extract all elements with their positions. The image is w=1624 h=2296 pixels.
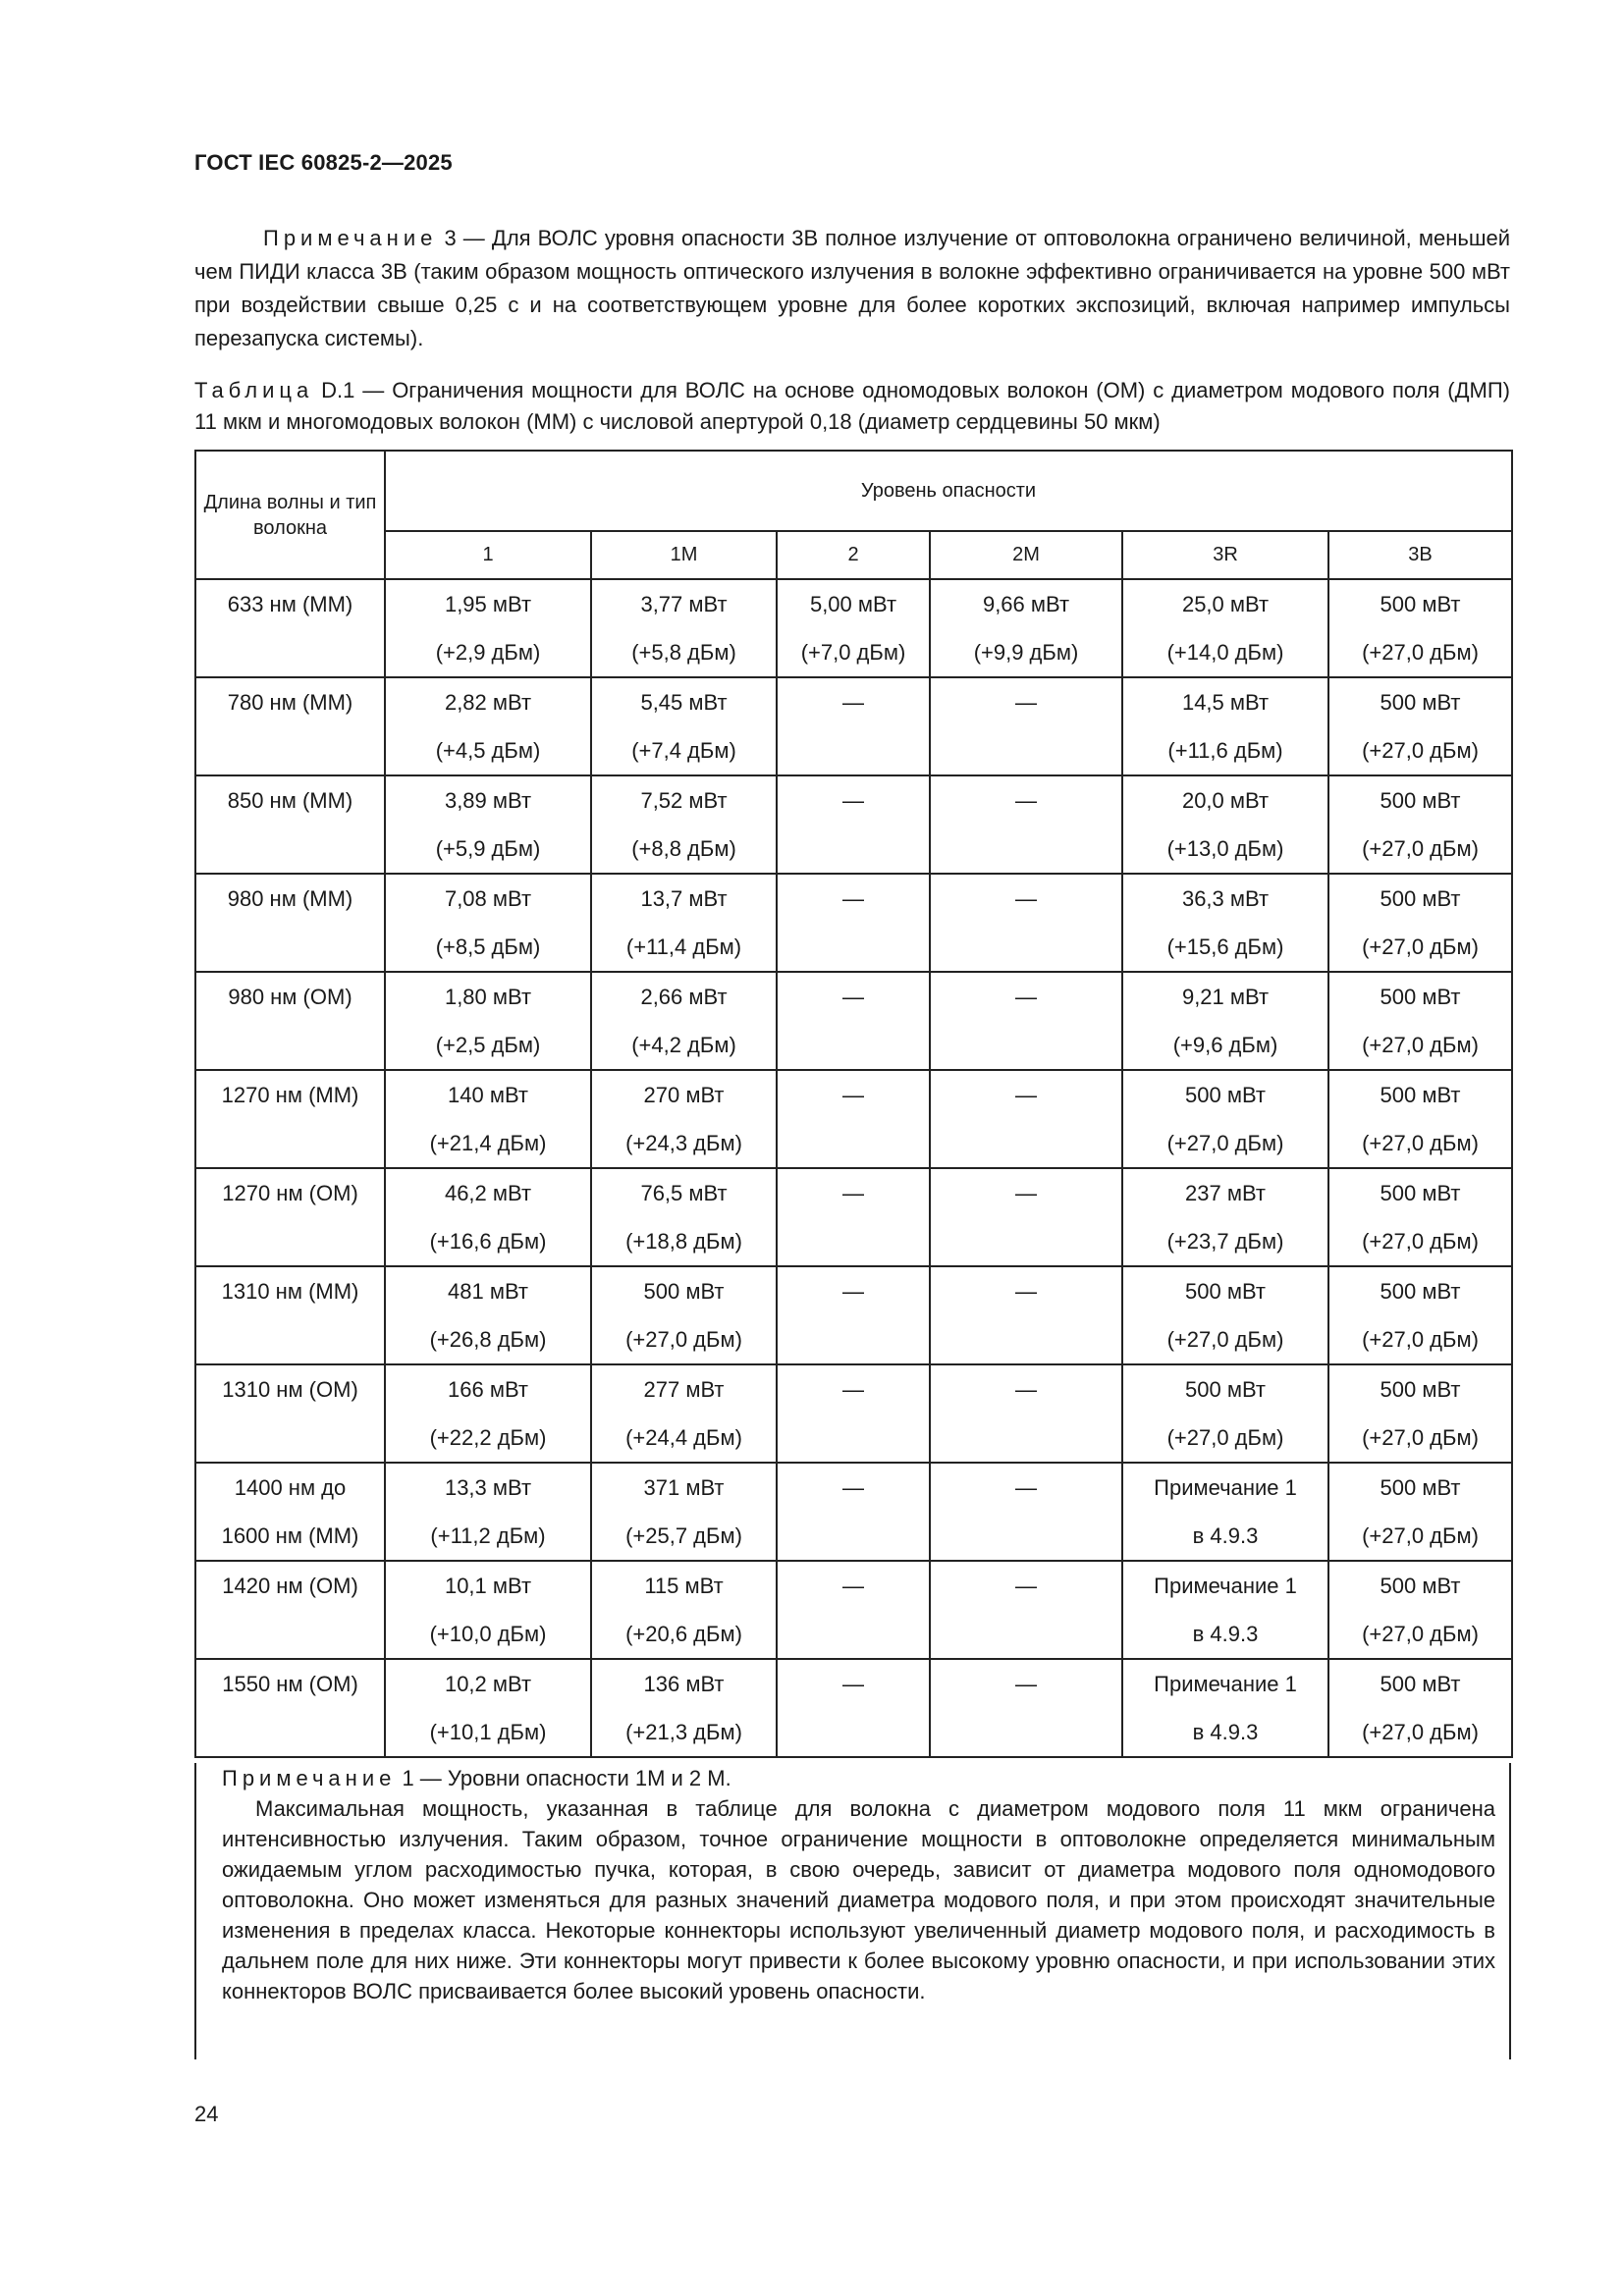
power-cell <box>1122 1659 1328 1757</box>
power-cell <box>591 1070 777 1168</box>
power-cell <box>385 1070 591 1168</box>
not-applicable-dash: — <box>842 1574 864 1598</box>
power-cell <box>1122 1561 1328 1659</box>
power-cell <box>1122 972 1328 1070</box>
power-mw: 20,0 мВт <box>1181 788 1270 813</box>
power-dbm: (+27,0 дБм) <box>1362 1622 1479 1646</box>
power-mw: 500 мВт <box>1185 1279 1266 1304</box>
table-row <box>195 874 1512 972</box>
power-mw: 14,5 мВт <box>1181 690 1270 715</box>
power-mw: 1,80 мВт <box>444 985 532 1009</box>
table-note-body: Максимальная мощность, указанная в таблице для волокна с диаметром модового поля 11 мкм ограничена интенсивностью излучения. Таким образом, точное ограничение мощности в оптоволокне определяется минимальным ожидаемым углом расходимостью пучка, которая, в свою очередь, зависит от диаметра модового поля одномодового оптоволокна. Оно может изменяться для разных значений диаметра модового поля, и при этом происходят значительные изменения в пределах класса. Некоторые коннекторы используют увеличенный диаметр модового поля, и расходимость в дальнем поле для них ниже. Эти коннекторы могут привести к более высокому уровню опасности, и при использовании этих коннекторов ВОЛС присваивается более высокий уровень опасности. <box>222 1796 1495 2003</box>
header-wavelength: Длина волны и тип волокна <box>195 451 385 579</box>
power-mw: Примечание 1 <box>1154 1672 1297 1696</box>
power-dbm: (+21,4 дБм) <box>429 1131 547 1155</box>
power-cell <box>777 1070 930 1168</box>
power-cell <box>591 1364 777 1463</box>
power-cell <box>1122 775 1328 874</box>
power-mw: 7,52 мВт <box>640 788 728 813</box>
power-cell <box>777 874 930 972</box>
power-dbm: (+11,2 дБм) <box>430 1523 546 1548</box>
power-cell <box>1328 972 1512 1070</box>
page-number: 24 <box>194 2102 219 2126</box>
power-cell <box>1328 1364 1512 1463</box>
not-applicable-dash: — <box>842 1279 864 1304</box>
power-mw: 13,7 мВт <box>640 886 728 911</box>
power-cell <box>1328 1070 1512 1168</box>
standard-header: ГОСТ IEC 60825-2—2025 <box>194 150 453 175</box>
header-hazard-level: Уровень опасности <box>385 451 1512 531</box>
wavelength-cell <box>195 1266 385 1364</box>
not-applicable-dash: — <box>1015 1475 1037 1500</box>
power-dbm: (+7,4 дБм) <box>631 738 736 763</box>
power-cell <box>385 1266 591 1364</box>
power-cell <box>591 972 777 1070</box>
power-cell <box>1122 579 1328 677</box>
power-cell <box>777 1168 930 1266</box>
not-applicable-dash: — <box>842 1181 864 1205</box>
power-cell <box>777 1561 930 1659</box>
power-cell <box>930 972 1122 1070</box>
power-dbm: (+26,8 дБм) <box>429 1327 547 1352</box>
power-cell <box>1122 1266 1328 1364</box>
not-applicable-dash: — <box>842 985 864 1009</box>
power-cell <box>1122 677 1328 775</box>
table-caption-label: Таблица <box>194 378 314 402</box>
power-dbm: (+22,2 дБм) <box>429 1425 547 1450</box>
power-mw: 46,2 мВт <box>444 1181 532 1205</box>
wavelength-text: 1600 нм (ММ) <box>221 1523 359 1548</box>
power-dbm: (+5,8 дБм) <box>631 640 736 665</box>
power-cell <box>1328 874 1512 972</box>
power-dbm: (+11,4 дБм) <box>625 934 742 959</box>
power-dbm: (+27,0 дБм) <box>1362 1720 1479 1744</box>
not-applicable-dash: — <box>1015 1181 1037 1205</box>
power-dbm: (+8,8 дБм) <box>631 836 736 861</box>
power-mw: 500 мВт <box>1380 1083 1461 1107</box>
power-cell <box>777 1463 930 1561</box>
power-cell <box>385 972 591 1070</box>
wavelength-cell <box>195 1561 385 1659</box>
power-mw: 13,3 мВт <box>444 1475 532 1500</box>
wavelength-text: 1270 нм (ММ) <box>221 1083 359 1107</box>
power-dbm: (+27,0 дБм) <box>1362 1327 1479 1352</box>
table-note-first: 1 — Уровни опасности 1М и 2 М. <box>396 1766 731 1790</box>
power-dbm: (+25,7 дБм) <box>625 1523 742 1548</box>
wavelength-text: 633 нм (ММ) <box>227 592 353 616</box>
power-cell <box>1328 579 1512 677</box>
power-dbm: (+10,1 дБм) <box>429 1720 547 1744</box>
power-dbm: (+5,9 дБм) <box>435 836 541 861</box>
not-applicable-dash: — <box>1015 886 1037 911</box>
power-cell <box>385 1364 591 1463</box>
wavelength-text: 1270 нм (ОМ) <box>222 1181 358 1205</box>
power-mw: 36,3 мВт <box>1181 886 1270 911</box>
power-cell <box>930 1561 1122 1659</box>
power-dbm: (+2,5 дБм) <box>435 1033 541 1057</box>
power-mw: 481 мВт <box>448 1279 528 1304</box>
not-applicable-dash: — <box>842 1672 864 1696</box>
power-cell <box>1328 1561 1512 1659</box>
power-dbm: в 4.9.3 <box>1192 1720 1259 1744</box>
power-dbm: (+27,0 дБм) <box>1166 1131 1284 1155</box>
wavelength-cell <box>195 1463 385 1561</box>
power-mw: 500 мВт <box>1380 1574 1461 1598</box>
power-dbm: (+2,9 дБм) <box>435 640 541 665</box>
table-row <box>195 1070 1512 1168</box>
table-row <box>195 1266 1512 1364</box>
power-cell <box>930 1266 1122 1364</box>
table-row <box>195 1463 1512 1561</box>
power-cell <box>930 1168 1122 1266</box>
power-cell <box>1122 1364 1328 1463</box>
power-mw: 500 мВт <box>1380 788 1461 813</box>
power-mw: 10,2 мВт <box>444 1672 532 1696</box>
power-cell <box>591 775 777 874</box>
power-dbm: (+27,0 дБм) <box>1362 1425 1479 1450</box>
power-mw: 9,21 мВт <box>1181 985 1270 1009</box>
table-row <box>195 1659 1512 1757</box>
hazard-level-header: 3R <box>1122 531 1328 579</box>
power-mw: 500 мВт <box>1380 592 1461 616</box>
table-note-label: Примечание <box>222 1766 397 1790</box>
wavelength-text: 980 нм (ММ) <box>227 886 353 911</box>
power-dbm: (+4,2 дБм) <box>631 1033 736 1057</box>
wavelength-text: 1420 нм (ОМ) <box>222 1574 358 1598</box>
table-body <box>195 579 1512 1757</box>
table-row <box>195 1168 1512 1266</box>
power-dbm: (+27,0 дБм) <box>1362 640 1479 665</box>
power-cell <box>1328 1659 1512 1757</box>
power-cell <box>385 1659 591 1757</box>
power-cell <box>777 972 930 1070</box>
power-mw: 500 мВт <box>1380 1181 1461 1205</box>
wavelength-text: 850 нм (ММ) <box>227 788 353 813</box>
power-dbm: (+27,0 дБм) <box>1362 1523 1479 1548</box>
not-applicable-dash: — <box>842 690 864 715</box>
power-mw: 136 мВт <box>643 1672 725 1696</box>
power-mw: 166 мВт <box>448 1377 528 1402</box>
power-dbm: (+27,0 дБм) <box>1362 836 1479 861</box>
not-applicable-dash: — <box>1015 1574 1037 1598</box>
power-cell <box>777 1659 930 1757</box>
power-cell <box>385 579 591 677</box>
not-applicable-dash: — <box>1015 690 1037 715</box>
wavelength-text: 1310 нм (ММ) <box>221 1279 359 1304</box>
power-cell <box>930 677 1122 775</box>
power-dbm: (+14,0 дБм) <box>1166 640 1284 665</box>
power-mw: 10,1 мВт <box>444 1574 532 1598</box>
power-mw: 2,66 мВт <box>640 985 728 1009</box>
power-cell <box>591 1168 777 1266</box>
note-3 <box>194 222 1510 355</box>
power-mw: 5,00 мВт <box>809 592 897 616</box>
power-dbm: (+24,4 дБм) <box>625 1425 742 1450</box>
power-mw: Примечание 1 <box>1154 1475 1297 1500</box>
power-dbm: (+11,6 дБм) <box>1167 738 1283 763</box>
power-mw: 2,82 мВт <box>444 690 532 715</box>
table-note <box>194 1763 1511 2059</box>
power-cell <box>930 874 1122 972</box>
power-mw: 500 мВт <box>1380 1279 1461 1304</box>
power-dbm: (+7,0 дБм) <box>800 640 906 665</box>
power-dbm: (+15,6 дБм) <box>1166 934 1284 959</box>
power-cell <box>930 1463 1122 1561</box>
not-applicable-dash: — <box>1015 1279 1037 1304</box>
power-mw: 3,89 мВт <box>444 788 532 813</box>
power-mw: 25,0 мВт <box>1181 592 1270 616</box>
power-cell <box>1328 1266 1512 1364</box>
power-cell <box>385 1463 591 1561</box>
table-row <box>195 579 1512 677</box>
table-row <box>195 1561 1512 1659</box>
power-cell <box>777 1364 930 1463</box>
hazard-level-header: 2М <box>930 531 1122 579</box>
power-cell <box>777 1266 930 1364</box>
power-dbm: (+27,0 дБм) <box>1166 1327 1284 1352</box>
power-dbm: (+20,6 дБм) <box>625 1622 742 1646</box>
power-cell <box>1328 1463 1512 1561</box>
power-cell <box>1328 775 1512 874</box>
not-applicable-dash: — <box>1015 1377 1037 1402</box>
wavelength-cell <box>195 1659 385 1757</box>
power-cell <box>777 677 930 775</box>
power-mw: 1,95 мВт <box>444 592 532 616</box>
power-dbm: (+24,3 дБм) <box>625 1131 742 1155</box>
not-applicable-dash: — <box>842 788 864 813</box>
power-cell <box>591 874 777 972</box>
power-mw: 270 мВт <box>643 1083 725 1107</box>
power-dbm: (+9,9 дБм) <box>973 640 1079 665</box>
wavelength-cell <box>195 579 385 677</box>
power-dbm: (+27,0 дБм) <box>1362 1229 1479 1254</box>
power-mw: 500 мВт <box>1380 1377 1461 1402</box>
power-dbm: (+27,0 дБм) <box>625 1327 742 1352</box>
not-applicable-dash: — <box>842 886 864 911</box>
power-dbm: (+16,6 дБм) <box>429 1229 547 1254</box>
not-applicable-dash: — <box>1015 1672 1037 1696</box>
power-mw: 277 мВт <box>643 1377 725 1402</box>
not-applicable-dash: — <box>842 1083 864 1107</box>
power-cell <box>591 579 777 677</box>
power-cell <box>1122 1168 1328 1266</box>
power-mw: 7,08 мВт <box>444 886 532 911</box>
wavelength-cell <box>195 677 385 775</box>
wavelength-text: 1310 нм (ОМ) <box>222 1377 358 1402</box>
power-cell <box>1122 874 1328 972</box>
power-dbm: (+8,5 дБм) <box>435 934 541 959</box>
power-cell <box>930 1659 1122 1757</box>
power-cell <box>1122 1463 1328 1561</box>
wavelength-cell <box>195 1070 385 1168</box>
power-cell <box>591 1561 777 1659</box>
hazard-level-row <box>195 531 1512 579</box>
power-mw: 237 мВт <box>1185 1181 1266 1205</box>
power-mw: 500 мВт <box>1380 985 1461 1009</box>
power-cell <box>385 775 591 874</box>
power-dbm: (+18,8 дБм) <box>625 1229 742 1254</box>
power-dbm: (+27,0 дБм) <box>1362 1131 1479 1155</box>
power-dbm: в 4.9.3 <box>1192 1523 1259 1548</box>
power-cell <box>591 1463 777 1561</box>
power-mw: 371 мВт <box>643 1475 725 1500</box>
not-applicable-dash: — <box>842 1377 864 1402</box>
wavelength-text: 1400 нм до <box>234 1475 347 1500</box>
not-applicable-dash: — <box>842 1475 864 1500</box>
power-cell <box>385 874 591 972</box>
hazard-level-header: 1 <box>385 531 591 579</box>
power-limits-table <box>194 450 1513 1758</box>
wavelength-text: 780 нм (ММ) <box>227 690 353 715</box>
hazard-level-header: 3В <box>1328 531 1512 579</box>
power-cell <box>777 579 930 677</box>
power-mw: 9,66 мВт <box>982 592 1070 616</box>
power-dbm: (+4,5 дБм) <box>435 738 541 763</box>
note-3-text: 3 — Для ВОЛС уровня опасности 3В полное излучение от оптоволокна ограничено величиной, меньшей чем ПИДИ класса 3В (таким образом мощность оптического излучения в волокне эффективно ограничивается на уровне 500 мВт при воздействии свыше 0,25 с и на соответствующем уровне для более коротких экспозиций, включая например импульсы перезапуска системы). <box>194 226 1510 350</box>
wavelength-text: 980 нм (ОМ) <box>228 985 352 1009</box>
power-dbm: (+21,3 дБм) <box>625 1720 742 1744</box>
table-row <box>195 972 1512 1070</box>
power-cell <box>1328 1168 1512 1266</box>
power-dbm: (+27,0 дБм) <box>1362 934 1479 959</box>
power-mw: Примечание 1 <box>1154 1574 1297 1598</box>
power-mw: 500 мВт <box>1380 690 1461 715</box>
power-dbm: в 4.9.3 <box>1192 1622 1259 1646</box>
power-cell <box>385 1168 591 1266</box>
power-cell <box>385 677 591 775</box>
power-cell <box>930 775 1122 874</box>
power-mw: 76,5 мВт <box>640 1181 728 1205</box>
power-mw: 115 мВт <box>644 1574 724 1598</box>
power-dbm: (+13,0 дБм) <box>1166 836 1284 861</box>
wavelength-text: 1550 нм (ОМ) <box>222 1672 358 1696</box>
power-cell <box>777 775 930 874</box>
power-mw: 500 мВт <box>1185 1377 1266 1402</box>
wavelength-cell <box>195 1364 385 1463</box>
hazard-level-header: 1М <box>591 531 777 579</box>
power-mw: 140 мВт <box>448 1083 528 1107</box>
power-cell <box>930 579 1122 677</box>
wavelength-cell <box>195 775 385 874</box>
note-3-label: Примечание <box>263 226 438 250</box>
wavelength-cell <box>195 874 385 972</box>
hazard-level-header: 2 <box>777 531 930 579</box>
power-cell <box>591 1266 777 1364</box>
power-mw: 500 мВт <box>1380 1475 1461 1500</box>
not-applicable-dash: — <box>1015 985 1037 1009</box>
power-dbm: (+27,0 дБм) <box>1166 1425 1284 1450</box>
power-mw: 500 мВт <box>1185 1083 1266 1107</box>
table-row <box>195 1364 1512 1463</box>
power-dbm: (+23,7 дБм) <box>1166 1229 1284 1254</box>
power-cell <box>385 1561 591 1659</box>
power-dbm: (+9,6 дБм) <box>1172 1033 1278 1057</box>
table-caption-text: D.1 — Ограничения мощности для ВОЛС на основе одномодовых волокон (ОМ) с диаметром модового поля (ДМП) 11 мкм и многомодовых волокон (ММ) с числовой апертурой 0,18 (диаметр сердцевины 50 мкм) <box>194 378 1510 434</box>
power-cell <box>591 677 777 775</box>
table-row <box>195 677 1512 775</box>
power-cell <box>1122 1070 1328 1168</box>
wavelength-cell <box>195 1168 385 1266</box>
power-dbm: (+10,0 дБм) <box>429 1622 547 1646</box>
not-applicable-dash: — <box>1015 1083 1037 1107</box>
wavelength-cell <box>195 972 385 1070</box>
table-caption <box>194 375 1510 438</box>
not-applicable-dash: — <box>1015 788 1037 813</box>
power-mw: 500 мВт <box>1380 1672 1461 1696</box>
power-mw: 500 мВт <box>1380 886 1461 911</box>
power-mw: 5,45 мВт <box>640 690 728 715</box>
power-cell <box>930 1070 1122 1168</box>
power-dbm: (+27,0 дБм) <box>1362 1033 1479 1057</box>
power-mw: 500 мВт <box>643 1279 725 1304</box>
power-cell <box>591 1659 777 1757</box>
power-cell <box>1328 677 1512 775</box>
power-dbm: (+27,0 дБм) <box>1362 738 1479 763</box>
power-cell <box>930 1364 1122 1463</box>
table-row <box>195 775 1512 874</box>
power-mw: 3,77 мВт <box>640 592 728 616</box>
